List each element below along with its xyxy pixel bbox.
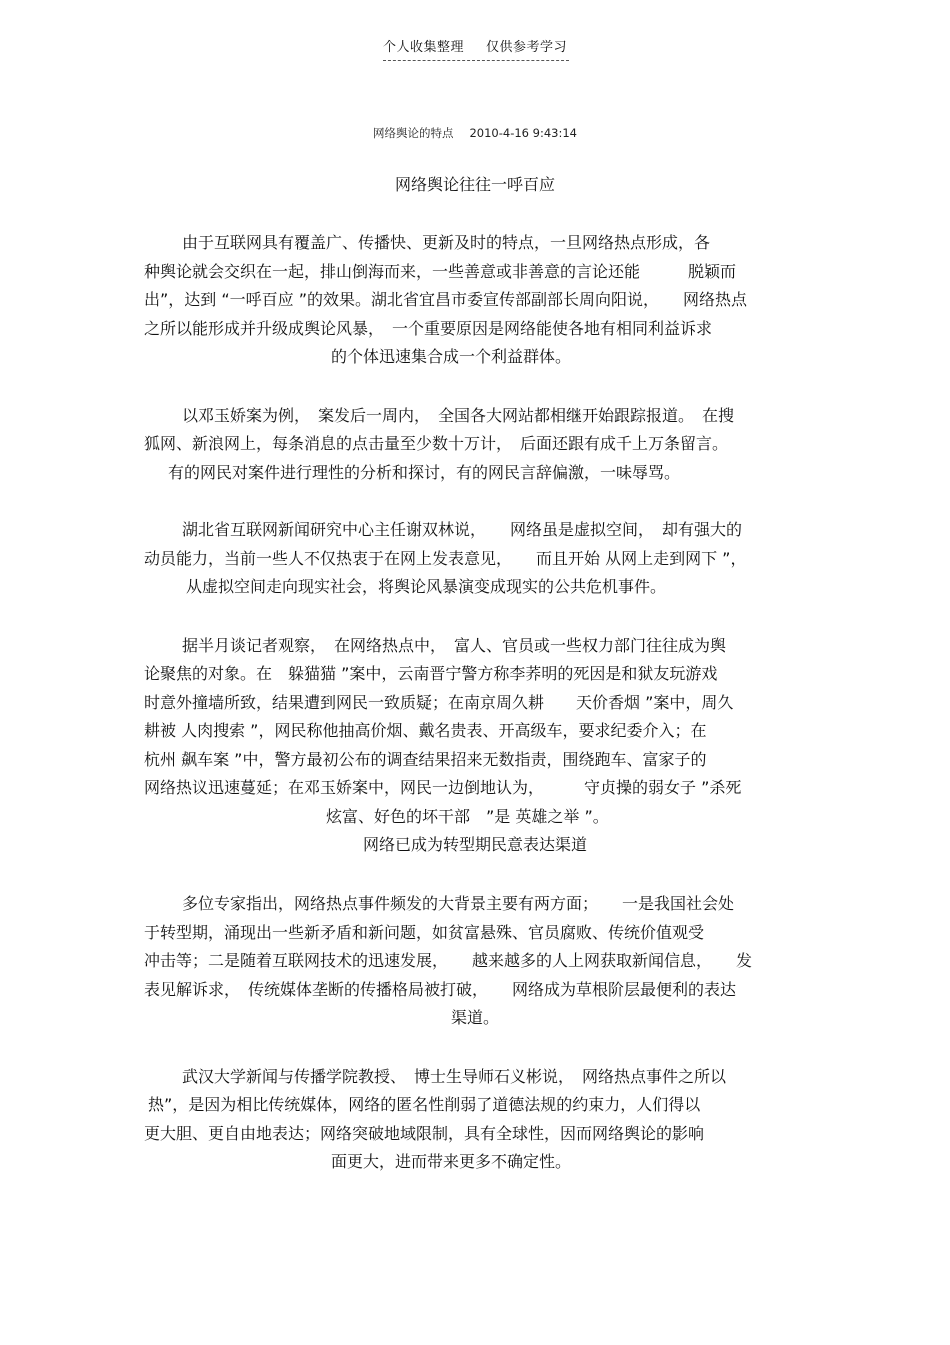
paragraph-line: 网络热议迅速蔓延；在邓玉娇案中，网民一边倒地认为， 守贞操的弱女子 ”杀死 (144, 778, 742, 797)
page-header (383, 38, 569, 61)
paragraph-line: 论聚焦的对象。在 躲猫猫 ”案中，云南晋宁警方称李荞明的死因是和狱友玩游戏 (144, 664, 718, 683)
header-left-text: 个人收集整理 (383, 40, 465, 55)
paragraph-line: 更大胆、更自由地表达；网络突破地域限制，具有全球性，因而网络舆论的影响 (144, 1124, 705, 1143)
paragraph-line: 据半月谈记者观察， 在网络热点中， 富人、官员或一些权力部门往往成为舆 (182, 636, 727, 655)
paragraph-line: 有的网民对案件进行理性的分析和探讨，有的网民言辞偏激，一味辱骂。 (168, 463, 681, 482)
paragraph-line: 的个体迅速集合成一个利益群体。 (331, 347, 572, 366)
paragraph-line: 出”，达到 “一呼百应 ”的效果。湖北省宜昌市委宣传部副部长周向阳说， 网络热点 (144, 290, 748, 309)
article-meta (0, 124, 950, 142)
header-right-text: 仅供参考学习 (486, 40, 568, 55)
paragraph-line: 狐网、新浪网上，每条消息的点击量至少数十万计， 后面还跟有成千上万条留言。 (144, 434, 729, 453)
paragraph-line: 杭州 飙车案 ”中，警方最初公布的调查结果招来无数指责，围绕跑车、富家子的 (144, 750, 707, 769)
paragraph-line: 从虚拟空间走向现实社会，将舆论风暴演变成现实的公共危机事件。 (186, 577, 667, 596)
paragraph-line: 表见解诉求， 传统媒体垄断的传播格局被打破， 网络成为草根阶层最便利的表达 (144, 980, 737, 999)
paragraph-line: 冲击等；二是随着互联网技术的迅速发展， 越来越多的人上网获取新闻信息， 发 (144, 951, 753, 970)
section-heading-2: 网络已成为转型期民意表达渠道 (362, 835, 587, 854)
paragraph-line: 动员能力，当前一些人不仅热衷于在网上发表意见， 而且开始 从网上走到网下 ”， (144, 549, 747, 568)
paragraph-line: 炫富、好色的坏干部 ”是 英雄之举 ”。 (326, 807, 609, 826)
paragraph-line: 面更大，进而带来更多不确定性。 (331, 1152, 572, 1171)
paragraph-line: 之所以能形成并升级成舆论风暴， 一个重要原因是网络能使各地有相同利益诉求 (144, 319, 713, 338)
paragraph-line: 武汉大学新闻与传播学院教授、 博士生导师石义彬说， 网络热点事件之所以 (182, 1067, 727, 1086)
article-datetime: 2010-4-16 9:43:14 (469, 126, 577, 140)
paragraph-line: 热”，是因为相比传统媒体，网络的匿名性削弱了道德法规的约束力，人们得以 (148, 1095, 701, 1114)
paragraph-line: 时意外撞墙所致，结果遭到网民一致质疑；在南京周久耕 天价香烟 ”案中，周久 (144, 693, 734, 712)
paragraph-line: 多位专家指出，网络热点事件频发的大背景主要有两方面； 一是我国社会处 (182, 894, 735, 913)
paragraph-line: 湖北省互联网新闻研究中心主任谢双林说， 网络虽是虚拟空间， 却有强大的 (182, 520, 743, 539)
paragraph-line: 于转型期，涌现出一些新矛盾和新问题，如贫富悬殊、官员腐败、传统价值观受 (144, 923, 705, 942)
paragraph-line: 以邓玉娇案为例， 案发后一周内， 全国各大网站都相继开始跟踪报道。 在搜 (182, 406, 735, 425)
paragraph-line: 种舆论就会交织在一起，排山倒海而来，一些善意或非善意的言论还能 脱颖而 (144, 262, 737, 281)
paragraph-line: 渠道。 (450, 1008, 499, 1027)
section-heading-1: 网络舆论往往一呼百应 (394, 175, 555, 194)
paragraph-line: 耕被 人肉搜索 ”，网民称他抽高价烟、戴名贵表、开高级车，要求纪委介入；在 (144, 721, 707, 740)
article-title: 网络舆论的特点 (372, 126, 454, 140)
paragraph-line: 由于互联网具有覆盖广、传播快、更新及时的特点，一旦网络热点形成，各 (182, 233, 711, 252)
